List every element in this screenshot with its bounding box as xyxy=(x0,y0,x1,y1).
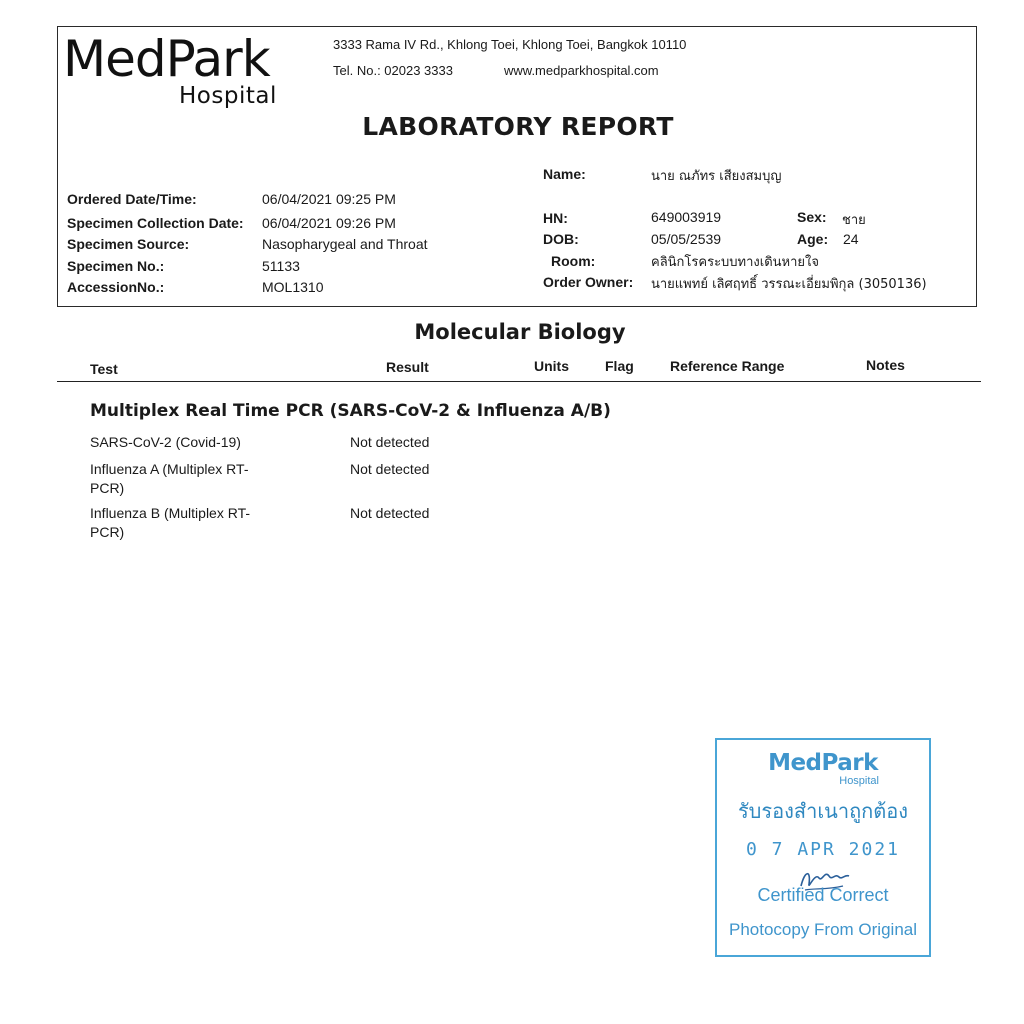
report-title: LABORATORY REPORT xyxy=(362,112,674,141)
source-label: Specimen Source: xyxy=(67,236,190,252)
test-group-title: Multiplex Real Time PCR (SARS-CoV-2 & Influenza A/B) xyxy=(90,401,611,421)
order-owner-value: นายแพทย์ เลิศฤทธิ์ วรรณะเอี่ยมพิกุล (3050136) xyxy=(651,277,927,292)
sex-label: Sex: xyxy=(797,209,827,225)
sex-value: ชาย xyxy=(842,213,866,228)
room-label: Room: xyxy=(551,253,596,269)
col-header-reference: Reference Range xyxy=(670,358,785,374)
name-label: Name: xyxy=(543,166,586,182)
section-title: Molecular Biology xyxy=(414,320,626,344)
dob-label: DOB: xyxy=(543,231,579,247)
dob-value: 05/05/2539 xyxy=(651,231,722,247)
test-row-name: Influenza B (Multiplex RT-PCR) xyxy=(90,505,251,540)
hospital-website[interactable]: www.medparkhospital.com xyxy=(504,63,659,78)
accession-label: AccessionNo.: xyxy=(67,279,165,295)
hospital-logo-subtitle: Hospital xyxy=(179,83,277,109)
test-row-result: Not detected xyxy=(350,434,430,450)
hn-label: HN: xyxy=(543,210,568,226)
col-header-units: Units xyxy=(534,358,569,374)
collection-value: 06/04/2021 09:26 PM xyxy=(262,215,396,231)
col-header-test: Test xyxy=(90,361,118,377)
age-value: 24 xyxy=(843,231,859,247)
col-header-result: Result xyxy=(386,359,429,375)
stamp-photocopy-text: Photocopy From Original xyxy=(728,920,918,939)
certification-stamp xyxy=(715,738,931,957)
ordered-value: 06/04/2021 09:25 PM xyxy=(262,191,396,207)
test-row-result: Not detected xyxy=(350,505,430,521)
col-header-flag: Flag xyxy=(605,358,634,374)
hn-value: 649003919 xyxy=(651,209,722,225)
specimen-no-label: Specimen No.: xyxy=(67,258,165,274)
hospital-tel: Tel. No.: 02023 3333 xyxy=(333,63,453,78)
stamp-logo-subtitle: Hospital xyxy=(839,775,879,787)
order-owner-label: Order Owner: xyxy=(543,274,634,290)
table-header-rule xyxy=(57,381,981,382)
ordered-label: Ordered Date/Time: xyxy=(67,191,197,207)
stamp-date: 0 7 APR 2021 xyxy=(745,839,901,860)
specimen-no-value: 51133 xyxy=(262,258,300,274)
test-row-result: Not detected xyxy=(350,461,430,477)
stamp-logo: MedPark xyxy=(768,750,878,776)
stamp-certified-text: Certified Correct xyxy=(757,885,889,905)
stamp-thai-text: รับรองสำเนาถูกต้อง xyxy=(737,799,909,823)
test-row-name: Influenza A (Multiplex RT-PCR) xyxy=(90,461,249,496)
hospital-logo: MedPark xyxy=(63,30,270,88)
accession-value: MOL1310 xyxy=(262,279,324,295)
col-header-notes: Notes xyxy=(866,357,905,373)
name-value: นาย ณภัทร เสียงสมบุญ xyxy=(651,169,782,184)
room-value: คลินิกโรคระบบทางเดินหายใจ xyxy=(651,255,819,270)
collection-label: Specimen Collection Date: xyxy=(67,215,244,231)
hospital-address: 3333 Rama IV Rd., Khlong Toei, Khlong Toei, Bangkok 10110 xyxy=(333,37,687,52)
source-value: Nasopharygeal and Throat xyxy=(262,236,428,252)
test-row-name: SARS-CoV-2 (Covid-19) xyxy=(90,434,241,450)
age-label: Age: xyxy=(797,231,829,247)
